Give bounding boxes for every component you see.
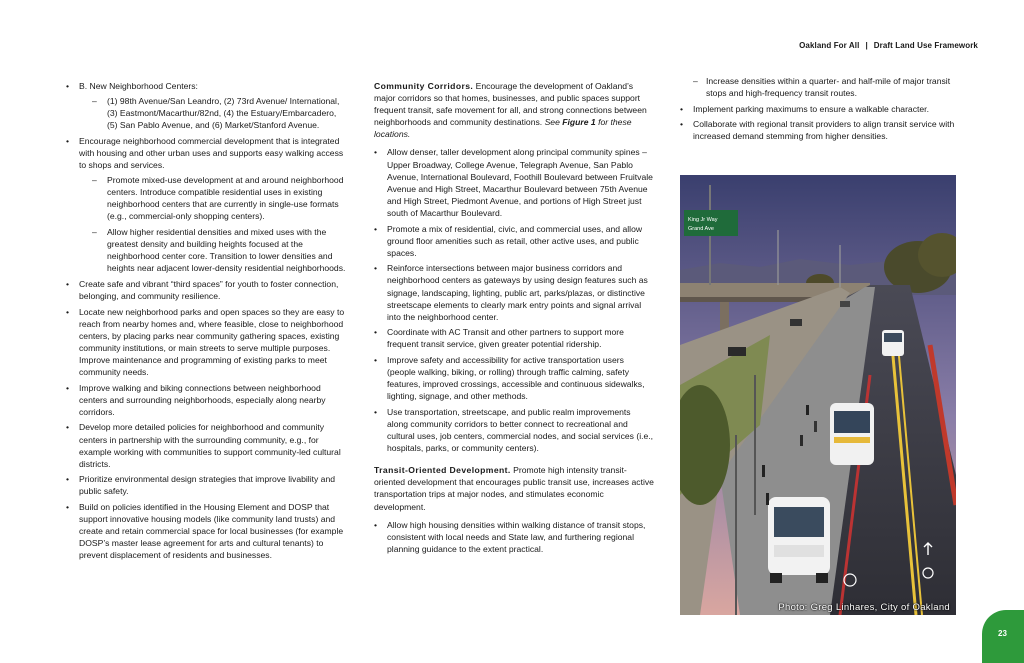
list-item: – Increase densities within a quarter- and half-mile of major transit stops and high-frequency transit routes.	[680, 75, 958, 99]
corridor-photo	[680, 175, 956, 615]
list-item: • Allow denser, taller development along principal community spines – Upper Broadway, College Avenue, Telegraph Avenue, San Pablo Avenue, International Boulevard, Foothill Boulevard between Fruitvale Avenue and High Street, Macarthur Boulevard between 75th Avenue and High Street, Piedmont Avenue, and portions of High Street just south of Macarthur Boulevard.	[374, 146, 654, 219]
tod-continued-list	[680, 75, 958, 142]
tod-list	[374, 519, 654, 555]
header-separator: |	[865, 41, 868, 50]
list-item: • Create safe and vibrant “third spaces” for youth to foster connection, belonging, and community resilience.	[66, 278, 346, 302]
sign-line-1: King Jr Way	[688, 217, 718, 223]
header-doc-title: Oakland For All	[799, 41, 860, 50]
tod-heading: Transit-Oriented Development.	[374, 465, 511, 476]
list-item: • Improve safety and accessibility for active transportation users (people walking, biking, or rolling) through traffic calming, safety features, improved crossings, accessible and continuous sidewalks, lighting, signage, and other methods.	[374, 354, 654, 402]
list-item: – Promote mixed-use development at and around neighborhood centers. Introduce compatible residential uses in existing neighborhood centers that are currently in single-use formats (e.g., commercial-only shopping centers).	[79, 174, 346, 222]
figure-reference: Figure 1	[562, 117, 596, 128]
list-item: • Implement parking maximums to ensure a walkable character.	[680, 103, 958, 115]
page-number-badge	[982, 610, 1024, 663]
street-scene-illustration	[680, 175, 956, 615]
list-item: • Develop more detailed policies for neighborhood and community centers in partnership with the surrounding community, e.g., for example working with communities to support community-led cultural districts.	[66, 421, 346, 469]
tod-intro: Transit-Oriented Development. Promote high intensity transit-oriented development that encourages public transit use, increases active transportation trips at major nodes, and stimulates economic development.	[374, 465, 654, 512]
bus-middle	[830, 403, 874, 465]
running-header	[799, 41, 978, 50]
list-item: • Use transportation, streetscape, and public realm improvements along community corridors to better connect to recreational and cultural uses, job centers, commercial nodes, and social services (i.e., hospitals, parks, or community centers).	[374, 406, 654, 454]
sign-line-2: Grand Ave	[688, 226, 714, 232]
header-section-title: Draft Land Use Framework	[873, 41, 978, 50]
page-number: 23	[998, 629, 1007, 638]
freeway-sign	[684, 210, 738, 236]
list-item: – Allow higher residential densities and mixed uses with the greatest density and building heights focused at the neighborhood center core. Transition to lower densities and heights near adjacent lower-density residential neighborhoods.	[79, 226, 346, 274]
neighborhood-centers-list	[66, 80, 346, 561]
list-item: • Locate new neighborhood parks and open spaces so they are easy to reach from nearby homes and, where feasible, close to neighborhood centers, by placing parks near community gathering spaces, existing community institutions, or main streets to serve multiple purposes. Improve maintenance and programming of existing parks to meet community needs.	[66, 306, 346, 379]
list-item: – (1) 98th Avenue/San Leandro, (2) 73rd Avenue/ International, (3) Eastmont/Macarthur/82nd, (4) the Estuary/Embarcadero, (5) San Pablo Avenue, and (6) Market/Stanford Avenue.	[79, 95, 346, 131]
list-item: • Allow high housing densities within walking distance of transit stops, consistent with local needs and State law, and furthering regional planning guidance to the extent practical.	[374, 519, 654, 555]
list-item: • Improve walking and biking connections between neighborhood centers and surrounding neighborhoods, especially along nearby corridors.	[66, 382, 346, 418]
column-1	[66, 80, 346, 565]
list-item: • Prioritize environmental design strategies that improve livability and public safety.	[66, 473, 346, 497]
list-item: • Encourage neighborhood commercial development that is integrated with housing and other urban uses and supports easy walking access to shops and services. – Promote mixed-use development at and around neighborhood centers. Introduce compatible residential uses in existing neighborhood centers that are currently in single-use formats (e.g., commercial-only shopping centers). – Allow higher residential densities and mixed uses with the greatest density and building heights focused at the neighborhood center core. Transition to lower densities and heights near adjacent lower-density residential neighborhoods.	[66, 135, 346, 275]
list-item: • Coordinate with AC Transit and other partners to support more frequent transit service, given greater potential ridership.	[374, 326, 654, 350]
list-item: • Build on policies identified in the Housing Element and DOSP that support innovative housing models (like community land trusts) and create and retain commercial space for local businesses (for example DOSP’s master lease agreement for arts and cultural tenants) to prevent displacement of residents and businesses.	[66, 501, 346, 561]
list-item: • Promote a mix of residential, civic, and commercial uses, and allow ground floor amenities such as retail, other active uses, and public spaces.	[374, 223, 654, 259]
column-2	[374, 80, 654, 558]
community-corridors-intro: Community Corridors. Encourage the development of Oakland’s major corridors so that homes, businesses, and public spaces support frequent transit, safe movement for all, and strong connections between neighborhoods and community destinations. See Figure 1 for these locations.	[374, 81, 647, 140]
community-corridors-list	[374, 146, 654, 454]
list-item: • B. New Neighborhood Centers: – (1) 98th Avenue/San Leandro, (2) 73rd Avenue/ International, (3) Eastmont/Macarthur/82nd, (4) the Estuary/Embarcadero, (5) San Pablo Avenue, and (6) Market/Stanford Avenue.	[66, 80, 346, 131]
list-item: • Reinforce intersections between major business corridors and neighborhood centers as gateways by using design features such as signage, landscaping, lighting, public art, parks/plazas, or distinctive streetscape elements to clearly mark entry points and signal arrival into the neighborhood center.	[374, 262, 654, 322]
photo-credit: Photo: Greg Linhares, City of Oakland	[778, 602, 950, 613]
community-corridors-heading: Community Corridors.	[374, 81, 474, 91]
column-3	[680, 75, 958, 146]
bus-front	[768, 497, 830, 583]
list-item: • Collaborate with regional transit providers to align transit service with increased demand stemming from higher densities.	[680, 118, 958, 142]
van-far	[882, 330, 904, 356]
